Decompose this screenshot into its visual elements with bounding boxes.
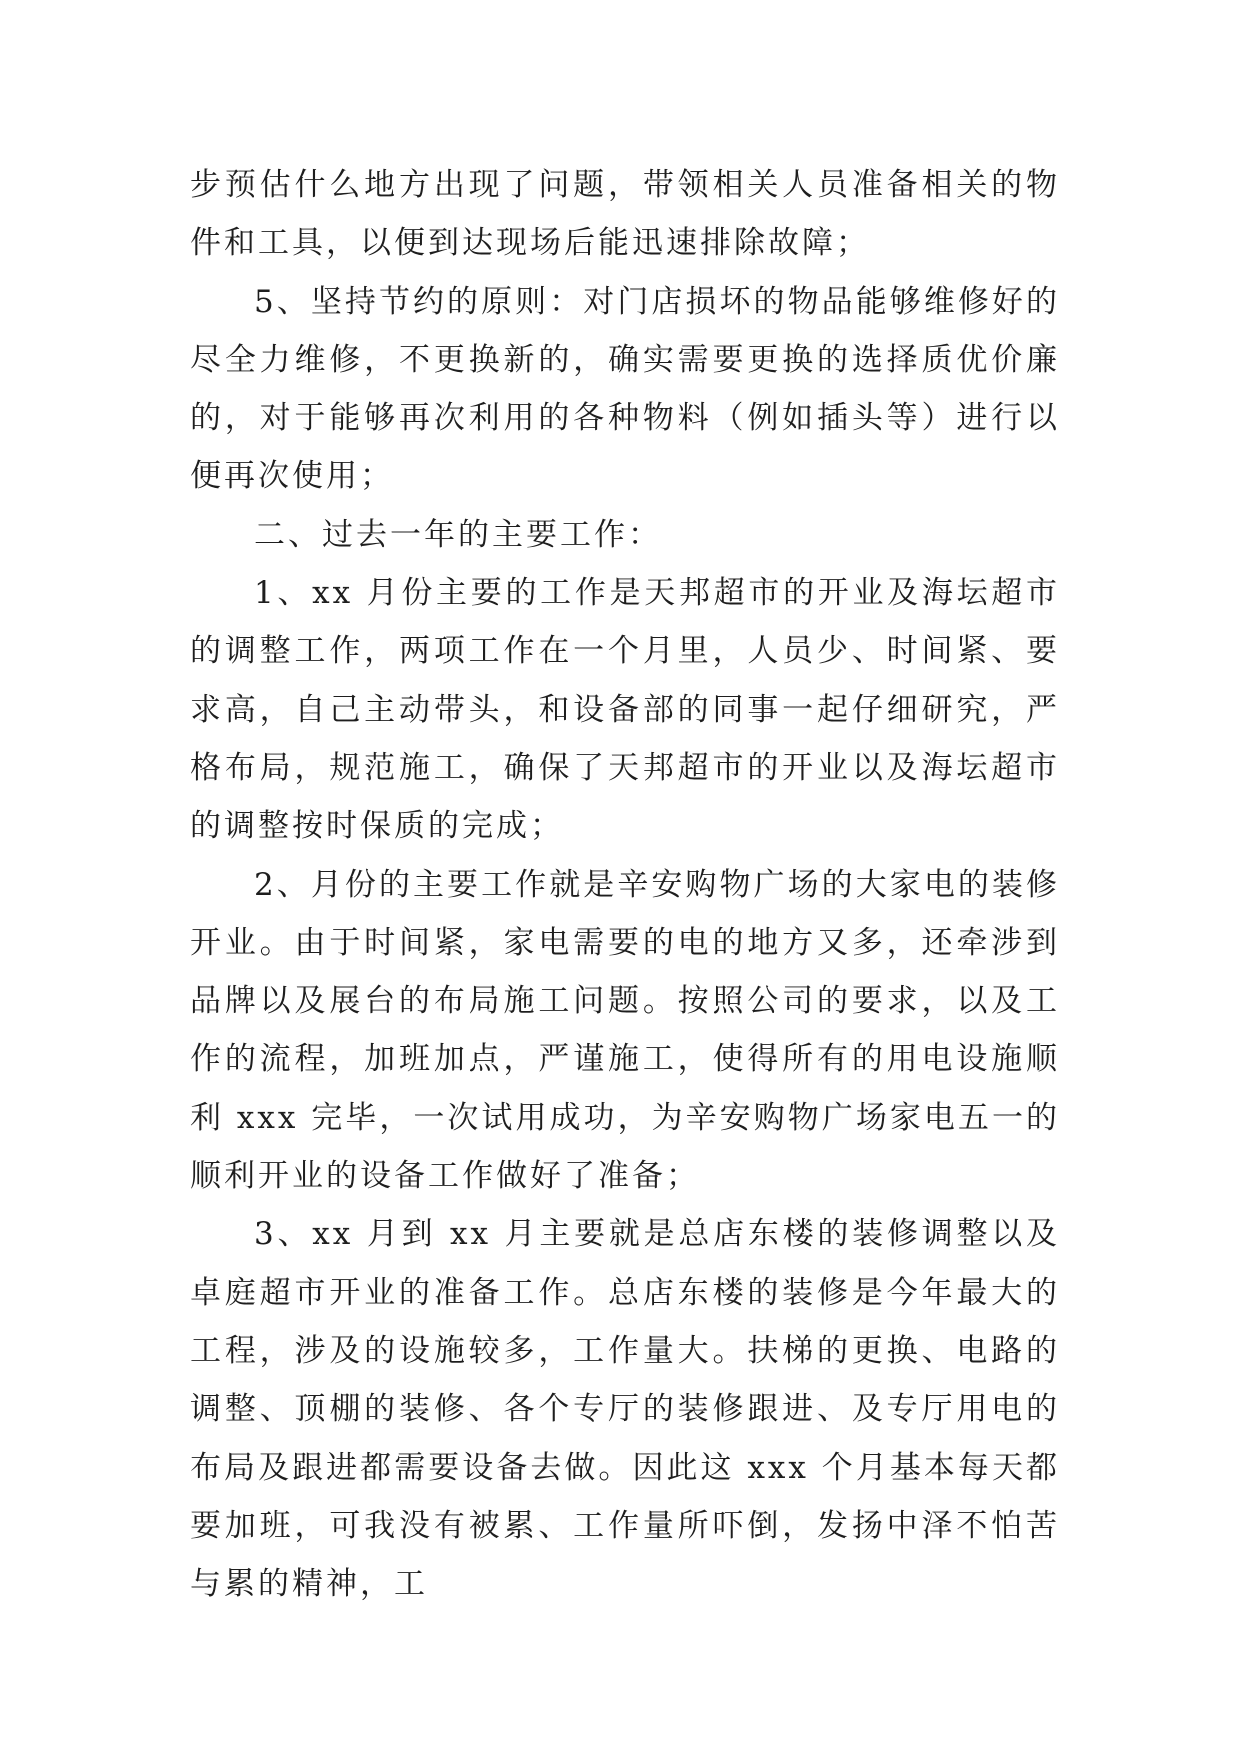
paragraph-item-2: 2、月份的主要工作就是辛安购物广场的大家电的装修开业。由于时间紧，家电需要的电的地方又多，还牵涉到品牌以及展台的布局施工问题。按照公司的要求，以及工作的流程，加班加点，严谨施工，使得所有的用电设施顺利 xxx 完毕，一次试用成功，为辛安购物广场家电五一的顺利开业的设备工作做好了准备； — [190, 866, 1060, 1195]
paragraph-item-3: 3、xx 月到 xx 月主要就是总店东楼的装修调整以及卓庭超市开业的准备工作。总店东楼的装修是今年最大的工程，涉及的设施较多，工作量大。扶梯的更换、电路的调整、顶棚的装修、各个专厅的装修跟进、及专厅用电的布局及跟进都需要设备去做。因此这 xxx 个月基本每天都要加班，可我没有被累、工作量所吓倒，发扬中泽不怕苦与累的精神，工 — [190, 1216, 1060, 1603]
document-body — [190, 156, 1060, 1613]
paragraph-item-5: 5、坚持节约的原则：对门店损坏的物品能够维修好的尽全力维修，不更换新的，确实需要更换的选择质优价廉的，对于能够再次利用的各种物料（例如插头等）进行以便再次使用； — [190, 283, 1060, 495]
paragraph-continued: 步预估什么地方出现了问题，带领相关人员准备相关的物件和工具，以便到达现场后能迅速排除故障； — [190, 167, 1060, 262]
section-heading-2: 二、过去一年的主要工作： — [254, 516, 662, 553]
paragraph-item-1: 1、xx 月份主要的工作是天邦超市的开业及海坛超市的调整工作，两项工作在一个月里，人员少、时间紧、要求高，自己主动带头，和设备部的同事一起仔细研究，严格布局，规范施工，确保了天邦超市的开业以及海坛超市的调整按时保质的完成； — [190, 575, 1060, 845]
